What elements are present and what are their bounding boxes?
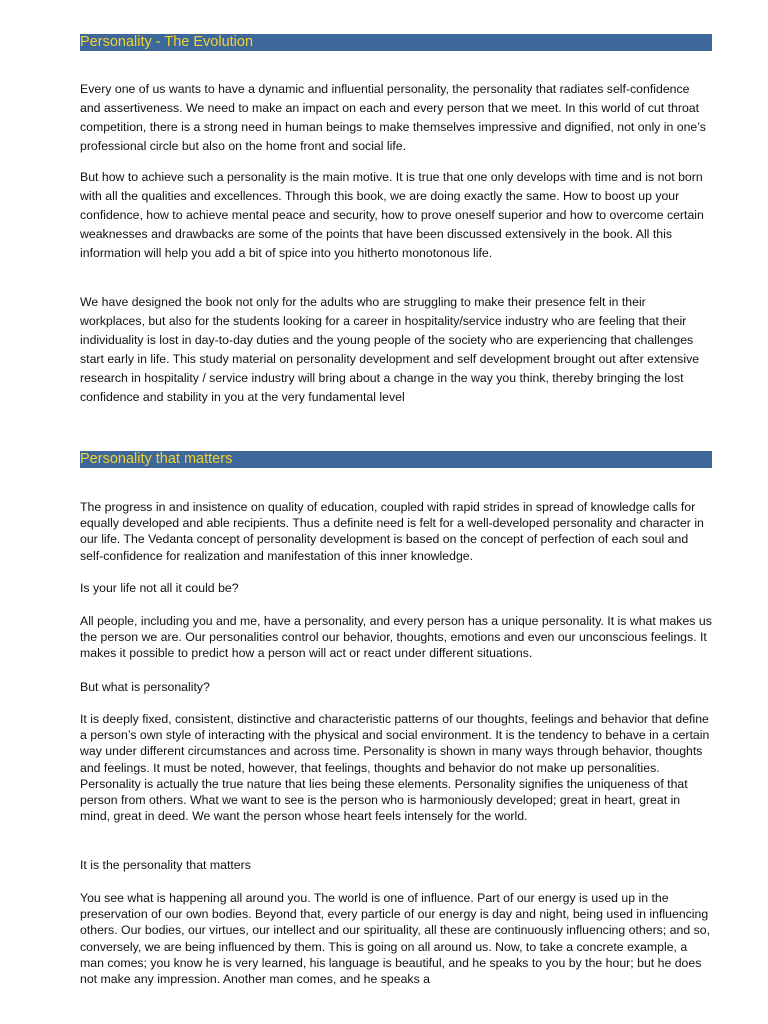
section-heading-evolution: Personality - The Evolution <box>80 34 712 51</box>
paragraph-evolution-3: We have designed the book not only for the adults who are struggling to make their presence felt in their workplaces, but also for the students looking for a career in hospitality/service industry who are feeling that their individuality is lost in day-to-day duties and the young people of the society who are experiencing that challenges start early in life. This study material on personality development and self development brought out after extensive research in hospitality / service industry will bring about a change in the way you think, thereby bringing the lost confidence and stability in you at the very fundamental level <box>80 295 700 404</box>
paragraph-evolution-2: But how to achieve such a personality is the main motive. It is true that one only develops with time and is not born with all the qualities and excellences. Through this book, we are doing exactly the same. How to boost up your confidence, how to achieve mental peace and security, how to prove oneself superior and how to overcome certain weaknesses and drawbacks are some of the points that have been discussed extensively in the book. All this information will help you add a bit of spice into you hitherto monotonous life. <box>80 170 704 260</box>
paragraph-matters-question-2: But what is personality? <box>80 680 210 694</box>
paragraph-matters-subheading: It is the personality that matters <box>80 858 251 872</box>
paragraph-matters-2: All people, including you and me, have a personality, and every person has a unique personality. It is what makes us the person we are. Our personalities control our behavior, thoughts, emotions and even our unconscious feelings. It makes it possible to predict how a person will act or react under different situations. <box>80 614 712 661</box>
paragraph-evolution-1: Every one of us wants to have a dynamic and influential personality, the personality that radiates self-confidence and assertiveness. We need to make an impact on each and every person that we meet. In this world of cut throat competition, there is a strong need in human beings to make themselves impressive and dignified, not only in one’s professional circle but also on the home front and social life. <box>80 82 706 153</box>
section-heading-matters: Personality that matters <box>80 451 712 468</box>
paragraph-matters-3: It is deeply fixed, consistent, distinctive and characteristic patterns of our thoughts, feelings and behavior that define a person’s own style of interacting with the physical and social environment. It is the tendency to behave in a certain way under different circumstances and across time. Personality is shown in many ways through behavior, thoughts and feelings. It must be noted, however, that feelings, thoughts and behavior do not make up personalities. Personality is actually the true nature that lies being these elements. Personality signifies the uniqueness of that person from others. What we want to see is the person who is harmoniously developed; great in heart, great in mind, great in deed. We want the person whose heart feels intensely for the world. <box>80 712 710 824</box>
paragraph-matters-question: Is your life not all it could be? <box>80 581 239 595</box>
paragraph-matters-4: You see what is happening all around you. The world is one of influence. Part of our energy is used up in the preservation of our own bodies. Beyond that, every particle of our energy is day and night, being used in influencing others. Our bodies, our virtues, our intellect and our spirituality, all these are continuously influencing others; and so, conversely, we are being influenced by them. This is going on all around us. Now, to take a concrete example, a man comes; you know he is very learned, his language is beautiful, and he speaks to you by the hour; but he does not make any impression. Another man comes, and he speaks a <box>80 891 710 987</box>
paragraph-matters-1: The progress in and insistence on quality of education, coupled with rapid strides in spread of knowledge calls for equally developed and able recipients. Thus a definite need is felt for a well-developed personality and character in our life. The Vedanta concept of personality development is based on the concept of perfection of each soul and self-confidence for realization and manifestation of this inner knowledge. <box>80 500 704 563</box>
